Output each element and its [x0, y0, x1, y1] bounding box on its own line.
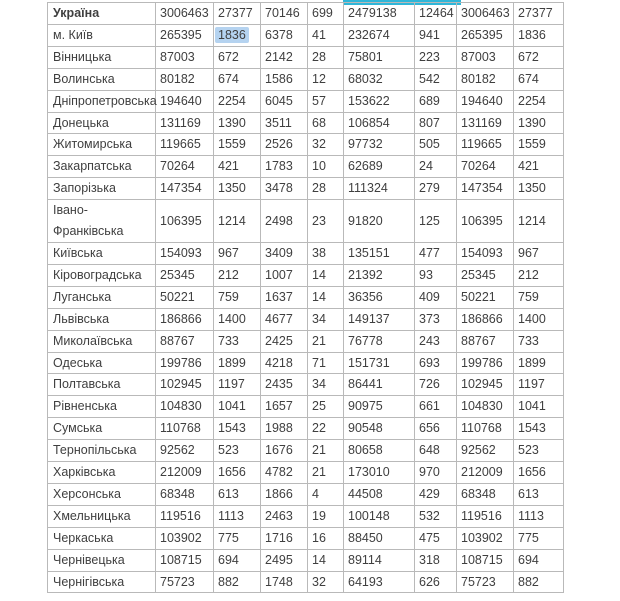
value-cell: 34 [308, 374, 344, 396]
table-body [48, 3, 564, 593]
value-cell: 1543 [514, 418, 564, 440]
region-name-cell: Дніпропетровська [48, 90, 156, 112]
value-cell: 523 [214, 440, 261, 462]
table-row [48, 462, 564, 484]
value-cell: 672 [214, 46, 261, 68]
value-cell: 759 [214, 286, 261, 308]
value-cell: 75801 [344, 46, 415, 68]
value-cell: 23 [308, 200, 344, 243]
value-cell: 232674 [344, 24, 415, 46]
value-cell: 4218 [261, 352, 308, 374]
value-cell: 1197 [514, 374, 564, 396]
value-cell: 68032 [344, 68, 415, 90]
value-cell: 733 [514, 330, 564, 352]
value-cell: 1007 [261, 264, 308, 286]
value-cell: 102945 [156, 374, 214, 396]
value-cell: 14 [308, 549, 344, 571]
value-cell: 475 [415, 527, 457, 549]
region-name-cell: Черкаська [48, 527, 156, 549]
value-cell: 106395 [156, 200, 214, 243]
value-cell: 68348 [457, 483, 514, 505]
table-row [48, 374, 564, 396]
value-cell: 119516 [156, 505, 214, 527]
region-name-cell: Миколаївська [48, 330, 156, 352]
value-cell: 91820 [344, 200, 415, 243]
value-cell: 24 [415, 156, 457, 178]
value-cell: 967 [514, 242, 564, 264]
table-row [48, 242, 564, 264]
value-cell: 1197 [214, 374, 261, 396]
value-cell: 212009 [457, 462, 514, 484]
table-row [48, 440, 564, 462]
value-cell: 523 [514, 440, 564, 462]
value-cell: 88767 [156, 330, 214, 352]
value-cell: 2495 [261, 549, 308, 571]
value-cell: 64193 [344, 571, 415, 593]
value-cell: 119665 [156, 134, 214, 156]
value-cell: 32 [308, 571, 344, 593]
table-row [48, 156, 564, 178]
value-cell: 1656 [514, 462, 564, 484]
value-cell: 1656 [214, 462, 261, 484]
value-cell: 613 [214, 483, 261, 505]
value-cell: 135151 [344, 242, 415, 264]
region-name-cell: м. Київ [48, 24, 156, 46]
value-cell: 111324 [344, 178, 415, 200]
table-row [48, 3, 564, 25]
value-cell: 89114 [344, 549, 415, 571]
value-cell: 694 [514, 549, 564, 571]
table-row [48, 549, 564, 571]
value-cell: 1400 [214, 308, 261, 330]
table-row [48, 330, 564, 352]
value-cell: 71 [308, 352, 344, 374]
table-row [48, 527, 564, 549]
value-cell: 87003 [156, 46, 214, 68]
value-cell: 1866 [261, 483, 308, 505]
value-cell: 882 [214, 571, 261, 593]
value-cell: 186866 [156, 308, 214, 330]
value-cell: 693 [415, 352, 457, 374]
value-cell: 28 [308, 178, 344, 200]
value-cell: 154093 [156, 242, 214, 264]
value-cell: 967 [214, 242, 261, 264]
region-name-cell: Чернівецька [48, 549, 156, 571]
table-row [48, 571, 564, 593]
value-cell: 2254 [514, 90, 564, 112]
table-row [48, 352, 564, 374]
value-cell: 41 [308, 24, 344, 46]
value-cell: 25345 [156, 264, 214, 286]
table-row [48, 46, 564, 68]
value-cell: 119516 [457, 505, 514, 527]
value-cell: 32 [308, 134, 344, 156]
value-cell: 80182 [156, 68, 214, 90]
value-cell: 62689 [344, 156, 415, 178]
region-name-cell: Рівненська [48, 396, 156, 418]
value-cell: 409 [415, 286, 457, 308]
region-name-cell: Харківська [48, 462, 156, 484]
value-cell: 88767 [457, 330, 514, 352]
value-cell: 50221 [457, 286, 514, 308]
region-name-cell: Кіровоградська [48, 264, 156, 286]
table-row [48, 308, 564, 330]
value-cell: 90975 [344, 396, 415, 418]
value-cell: 3409 [261, 242, 308, 264]
value-cell: 4 [308, 483, 344, 505]
value-cell: 212 [514, 264, 564, 286]
value-cell: 505 [415, 134, 457, 156]
region-name-cell: Чернігівська [48, 571, 156, 593]
value-cell: 373 [415, 308, 457, 330]
value-cell: 100148 [344, 505, 415, 527]
region-name-cell: Україна [48, 3, 156, 25]
region-name-cell: Запорізька [48, 178, 156, 200]
value-cell: 1676 [261, 440, 308, 462]
value-cell: 70264 [457, 156, 514, 178]
value-cell: 941 [415, 24, 457, 46]
region-name-cell: Хмельницька [48, 505, 156, 527]
value-cell: 153622 [344, 90, 415, 112]
table-row [48, 178, 564, 200]
value-cell: 265395 [457, 24, 514, 46]
value-cell: 2425 [261, 330, 308, 352]
region-name-cell: Полтавська [48, 374, 156, 396]
value-cell: 699 [308, 3, 344, 25]
value-cell: 97732 [344, 134, 415, 156]
table-row [48, 418, 564, 440]
value-cell: 70146 [261, 3, 308, 25]
region-name-cell: Одеська [48, 352, 156, 374]
value-cell: 1113 [214, 505, 261, 527]
value-cell: 194640 [156, 90, 214, 112]
value-cell: 27377 [214, 3, 261, 25]
value-cell: 104830 [457, 396, 514, 418]
region-name-cell: Закарпатська [48, 156, 156, 178]
value-cell: 6378 [261, 24, 308, 46]
value-cell: 648 [415, 440, 457, 462]
value-cell: 759 [514, 286, 564, 308]
table-row [48, 286, 564, 308]
value-cell: 92562 [156, 440, 214, 462]
value-cell: 199786 [457, 352, 514, 374]
value-cell: 10 [308, 156, 344, 178]
value-cell: 12 [308, 68, 344, 90]
value-cell: 674 [214, 68, 261, 90]
value-cell: 1543 [214, 418, 261, 440]
value-cell: 2479138 [344, 3, 415, 25]
value-cell: 689 [415, 90, 457, 112]
value-cell: 199786 [156, 352, 214, 374]
value-cell: 103902 [457, 527, 514, 549]
value-cell: 194640 [457, 90, 514, 112]
value-cell: 76778 [344, 330, 415, 352]
value-cell: 1400 [514, 308, 564, 330]
region-name-cell: Волинська [48, 68, 156, 90]
value-cell: 68 [308, 112, 344, 134]
value-cell: 1390 [214, 112, 261, 134]
value-cell: 1350 [514, 178, 564, 200]
region-name-cell: Вінницька [48, 46, 156, 68]
value-cell: 1836 [514, 24, 564, 46]
value-cell: 1637 [261, 286, 308, 308]
value-cell: 243 [415, 330, 457, 352]
table-row [48, 68, 564, 90]
region-name-cell: Сумська [48, 418, 156, 440]
value-cell: 75723 [156, 571, 214, 593]
value-cell: 2435 [261, 374, 308, 396]
value-cell: 726 [415, 374, 457, 396]
value-cell: 14 [308, 264, 344, 286]
region-name-cell: Івано-Франківська [48, 200, 156, 243]
value-cell: 1988 [261, 418, 308, 440]
value-cell: 1657 [261, 396, 308, 418]
table-row [48, 264, 564, 286]
value-cell: 103902 [156, 527, 214, 549]
value-cell: 1390 [514, 112, 564, 134]
value-cell: 1559 [214, 134, 261, 156]
value-cell: 212 [214, 264, 261, 286]
value-cell: 279 [415, 178, 457, 200]
value-cell: 2463 [261, 505, 308, 527]
value-cell: 57 [308, 90, 344, 112]
table-row [48, 505, 564, 527]
value-cell: 1586 [261, 68, 308, 90]
value-cell: 34 [308, 308, 344, 330]
value-cell: 1041 [214, 396, 261, 418]
value-cell: 151731 [344, 352, 415, 374]
value-cell: 19 [308, 505, 344, 527]
value-cell: 86441 [344, 374, 415, 396]
value-cell: 186866 [457, 308, 514, 330]
value-cell: 775 [514, 527, 564, 549]
value-cell: 16 [308, 527, 344, 549]
value-cell: 1716 [261, 527, 308, 549]
value-cell: 3006463 [156, 3, 214, 25]
value-cell: 477 [415, 242, 457, 264]
value-cell: 1214 [514, 200, 564, 243]
value-cell: 2498 [261, 200, 308, 243]
value-cell: 318 [415, 549, 457, 571]
value-cell: 50221 [156, 286, 214, 308]
value-cell: 22 [308, 418, 344, 440]
value-cell: 1559 [514, 134, 564, 156]
table-row [48, 396, 564, 418]
value-cell: 2142 [261, 46, 308, 68]
value-cell: 1899 [514, 352, 564, 374]
value-cell: 70264 [156, 156, 214, 178]
value-cell: 25 [308, 396, 344, 418]
value-cell: 27377 [514, 3, 564, 25]
value-cell: 421 [514, 156, 564, 178]
value-cell: 104830 [156, 396, 214, 418]
value-cell: 21 [308, 462, 344, 484]
value-cell: 613 [514, 483, 564, 505]
table-row [48, 200, 564, 243]
table-row [48, 112, 564, 134]
region-name-cell: Київська [48, 242, 156, 264]
value-cell: 2254 [214, 90, 261, 112]
value-cell: 672 [514, 46, 564, 68]
value-cell [214, 24, 261, 46]
value-cell: 12464 [415, 3, 457, 25]
value-cell: 661 [415, 396, 457, 418]
value-cell: 532 [415, 505, 457, 527]
value-cell: 106854 [344, 112, 415, 134]
value-cell: 108715 [457, 549, 514, 571]
region-name-cell: Херсонська [48, 483, 156, 505]
value-cell: 21 [308, 440, 344, 462]
table-row [48, 90, 564, 112]
value-cell: 694 [214, 549, 261, 571]
region-name-cell: Житомирська [48, 134, 156, 156]
region-name-cell: Луганська [48, 286, 156, 308]
value-cell: 2526 [261, 134, 308, 156]
value-cell: 1113 [514, 505, 564, 527]
region-name-cell: Донецька [48, 112, 156, 134]
value-cell: 154093 [457, 242, 514, 264]
value-cell: 131169 [457, 112, 514, 134]
value-cell: 674 [514, 68, 564, 90]
value-cell: 733 [214, 330, 261, 352]
value-cell: 542 [415, 68, 457, 90]
value-cell: 87003 [457, 46, 514, 68]
table-row [48, 24, 564, 46]
value-cell: 970 [415, 462, 457, 484]
table-row [48, 483, 564, 505]
value-cell: 775 [214, 527, 261, 549]
regions-table-container [47, 2, 563, 593]
value-cell: 90548 [344, 418, 415, 440]
value-cell: 882 [514, 571, 564, 593]
value-cell: 1783 [261, 156, 308, 178]
value-cell: 1350 [214, 178, 261, 200]
value-cell: 147354 [156, 178, 214, 200]
value-cell: 3511 [261, 112, 308, 134]
value-cell: 1041 [514, 396, 564, 418]
value-cell: 3006463 [457, 3, 514, 25]
value-cell: 1748 [261, 571, 308, 593]
value-cell: 1899 [214, 352, 261, 374]
value-cell: 212009 [156, 462, 214, 484]
value-cell: 44508 [344, 483, 415, 505]
value-cell: 131169 [156, 112, 214, 134]
value-cell: 110768 [457, 418, 514, 440]
value-cell: 223 [415, 46, 457, 68]
value-cell: 108715 [156, 549, 214, 571]
value-cell: 429 [415, 483, 457, 505]
value-cell: 110768 [156, 418, 214, 440]
value-cell: 75723 [457, 571, 514, 593]
table-row [48, 134, 564, 156]
region-name-cell: Львівська [48, 308, 156, 330]
value-cell: 265395 [156, 24, 214, 46]
value-cell: 807 [415, 112, 457, 134]
value-cell: 68348 [156, 483, 214, 505]
value-cell: 38 [308, 242, 344, 264]
value-cell: 125 [415, 200, 457, 243]
value-cell: 173010 [344, 462, 415, 484]
value-cell: 4782 [261, 462, 308, 484]
value-cell: 421 [214, 156, 261, 178]
value-cell: 102945 [457, 374, 514, 396]
value-cell: 88450 [344, 527, 415, 549]
value-cell: 80658 [344, 440, 415, 462]
value-cell: 6045 [261, 90, 308, 112]
value-cell: 92562 [457, 440, 514, 462]
value-cell: 28 [308, 46, 344, 68]
value-cell: 21392 [344, 264, 415, 286]
value-cell: 626 [415, 571, 457, 593]
value-cell: 1214 [214, 200, 261, 243]
value-cell: 149137 [344, 308, 415, 330]
value-cell: 21 [308, 330, 344, 352]
selected-value-highlight: 1836 [215, 27, 249, 43]
covid-regions-table [47, 2, 564, 593]
value-cell: 80182 [457, 68, 514, 90]
value-cell: 36356 [344, 286, 415, 308]
value-cell: 4677 [261, 308, 308, 330]
region-name-cell: Тернопільська [48, 440, 156, 462]
value-cell: 119665 [457, 134, 514, 156]
value-cell: 656 [415, 418, 457, 440]
value-cell: 3478 [261, 178, 308, 200]
value-cell: 14 [308, 286, 344, 308]
value-cell: 93 [415, 264, 457, 286]
value-cell: 147354 [457, 178, 514, 200]
value-cell: 25345 [457, 264, 514, 286]
value-cell: 106395 [457, 200, 514, 243]
